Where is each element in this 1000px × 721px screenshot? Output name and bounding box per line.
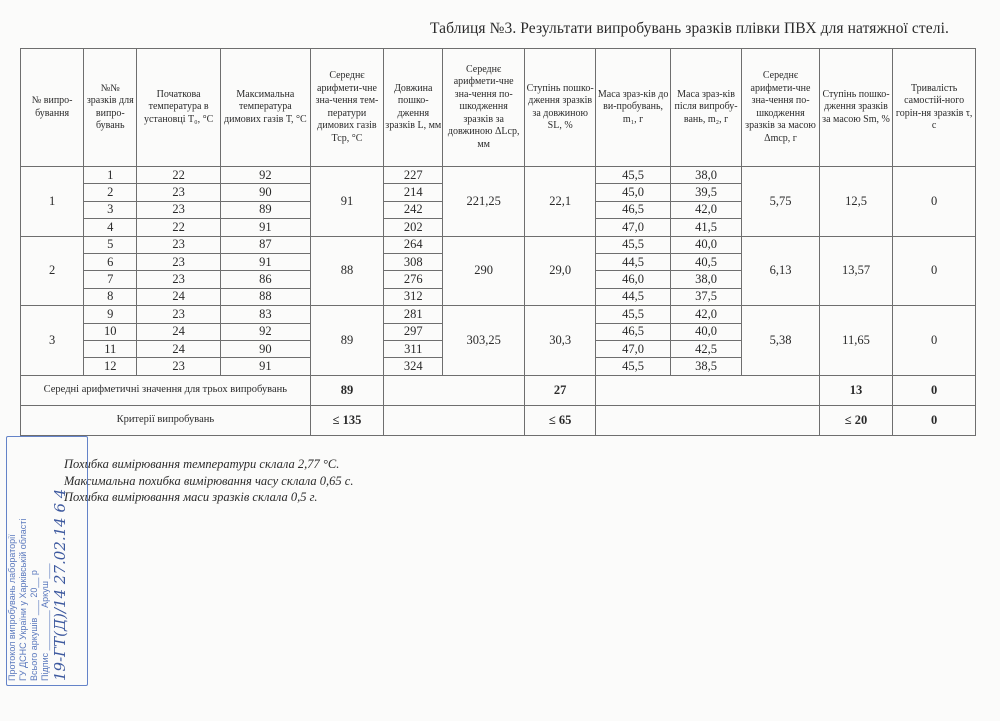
mass-before-cell: 44,5 (596, 288, 670, 305)
averages-mass-degree: 13 (819, 375, 892, 405)
sample-number-cell: 5 (84, 236, 137, 253)
test-number-cell: 1 (21, 167, 84, 237)
avg-temp-cell: 88 (310, 236, 383, 306)
mass-after-cell: 42,5 (670, 340, 741, 357)
mass-after-cell: 42,0 (670, 201, 741, 218)
stamp-line: Підпис ________ Аркуш ___ (40, 563, 50, 681)
mass-before-cell: 44,5 (596, 253, 670, 270)
avg-mass-damage-cell: 5,38 (742, 306, 820, 376)
initial-temp-cell: 23 (137, 184, 221, 201)
avg-mass-damage-cell: 5,75 (742, 167, 820, 237)
results-table (20, 48, 976, 436)
burning-time-cell: 0 (893, 236, 976, 306)
avg-damage-length-cell: 303,25 (443, 306, 525, 376)
initial-temp-cell: 24 (137, 288, 221, 305)
damage-length-cell: 308 (384, 253, 443, 270)
note-time: Максимальна похибка вимірювання часу склала 0,65 с. (64, 473, 354, 488)
stamp-line: ГУ ДСНС України у Харківській області (18, 518, 28, 681)
mass-after-cell: 40,0 (670, 323, 741, 340)
column-header: № випро-бування (21, 49, 84, 167)
column-header: Середнє арифмети-чне зна-чення по-шкодження зразків за масою Δmср, г (742, 49, 820, 167)
table-row (21, 236, 976, 253)
stamp-line: Всього аркушів ___ 20__ р (29, 570, 39, 681)
test-number-cell: 3 (21, 306, 84, 376)
mass-before-cell: 45,5 (596, 358, 670, 375)
length-damage-degree-cell: 30,3 (524, 306, 595, 376)
sample-number-cell: 8 (84, 288, 137, 305)
max-temp-cell: 91 (220, 253, 310, 270)
column-header: Максимальна температура димових газів Т, °С (220, 49, 310, 167)
damage-length-cell: 202 (384, 219, 443, 236)
averages-length-degree: 27 (524, 375, 595, 405)
criteria-row (21, 405, 976, 435)
avg-damage-length-cell: 290 (443, 236, 525, 306)
table-row (21, 167, 976, 184)
note-temperature: Похибка вимірювання температури склала 2,77 °С. (64, 457, 340, 471)
max-temp-cell: 91 (220, 219, 310, 236)
averages-burning-time: 0 (893, 375, 976, 405)
averages-label: Середні арифметичні значення для трьох випробувань (21, 375, 311, 405)
initial-temp-cell: 22 (137, 219, 221, 236)
max-temp-cell: 92 (220, 167, 310, 184)
damage-length-cell: 312 (384, 288, 443, 305)
empty-cell (384, 405, 525, 435)
max-temp-cell: 88 (220, 288, 310, 305)
burning-time-cell: 0 (893, 306, 976, 376)
criteria-temp: ≤ 135 (310, 405, 383, 435)
damage-length-cell: 227 (384, 167, 443, 184)
empty-cell (596, 375, 819, 405)
mass-after-cell: 38,0 (670, 271, 741, 288)
damage-length-cell: 281 (384, 306, 443, 323)
mass-damage-degree-cell: 11,65 (819, 306, 892, 376)
mass-before-cell: 45,5 (596, 236, 670, 253)
sample-number-cell: 11 (84, 340, 137, 357)
max-temp-cell: 90 (220, 340, 310, 357)
max-temp-cell: 87 (220, 236, 310, 253)
column-header: №№ зразків для випро-бувань (84, 49, 137, 167)
sample-number-cell: 2 (84, 184, 137, 201)
damage-length-cell: 214 (384, 184, 443, 201)
mass-after-cell: 40,0 (670, 236, 741, 253)
max-temp-cell: 86 (220, 271, 310, 288)
initial-temp-cell: 23 (137, 358, 221, 375)
avg-mass-damage-cell: 6,13 (742, 236, 820, 306)
sample-number-cell: 7 (84, 271, 137, 288)
damage-length-cell: 276 (384, 271, 443, 288)
stamp-handwritten: 19-ГТ(Д)/14 27.02.14 6 4 (51, 488, 69, 681)
column-header: Ступінь пошко-дження зразків за довжиною SL, % (524, 49, 595, 167)
mass-before-cell: 46,5 (596, 201, 670, 218)
initial-temp-cell: 23 (137, 236, 221, 253)
damage-length-cell: 297 (384, 323, 443, 340)
table-title: Таблиця №3. Результати випробувань зразків плівки ПВХ для натяжної стелі. (430, 20, 949, 37)
averages-temp: 89 (310, 375, 383, 405)
sample-number-cell: 3 (84, 201, 137, 218)
length-damage-degree-cell: 22,1 (524, 167, 595, 237)
initial-temp-cell: 23 (137, 271, 221, 288)
mass-damage-degree-cell: 13,57 (819, 236, 892, 306)
max-temp-cell: 90 (220, 184, 310, 201)
initial-temp-cell: 23 (137, 201, 221, 218)
empty-cell (596, 405, 819, 435)
initial-temp-cell: 22 (137, 167, 221, 184)
table-body (21, 167, 976, 436)
table-row (21, 306, 976, 323)
criteria-length-degree: ≤ 65 (524, 405, 595, 435)
mass-before-cell: 45,0 (596, 184, 670, 201)
mass-before-cell: 47,0 (596, 340, 670, 357)
note-mass: Похибка вимірювання маси зразків склала 0,5 г. (64, 490, 318, 504)
column-header: Середнє арифмети-чне зна-чення по-шкодження зразків за довжиною ΔLср, мм (443, 49, 525, 167)
header-row (21, 49, 976, 167)
column-header: Довжина пошко-дження зразків L, мм (384, 49, 443, 167)
lab-stamp (6, 436, 88, 686)
mass-before-cell: 46,5 (596, 323, 670, 340)
avg-temp-cell: 89 (310, 306, 383, 376)
mass-before-cell: 47,0 (596, 219, 670, 236)
notes (64, 456, 353, 506)
column-header: Тривалість самостій-ного горін-ня зразків τ, с (893, 49, 976, 167)
criteria-burning-time: 0 (893, 405, 976, 435)
damage-length-cell: 264 (384, 236, 443, 253)
mass-after-cell: 41,5 (670, 219, 741, 236)
damage-length-cell: 242 (384, 201, 443, 218)
mass-after-cell: 37,5 (670, 288, 741, 305)
max-temp-cell: 92 (220, 323, 310, 340)
sample-number-cell: 10 (84, 323, 137, 340)
mass-after-cell: 38,0 (670, 167, 741, 184)
sample-number-cell: 4 (84, 219, 137, 236)
criteria-label: Критерії випробувань (21, 405, 311, 435)
sample-number-cell: 12 (84, 358, 137, 375)
stamp-line: Протокол випробувань лабораторії (7, 534, 17, 681)
criteria-mass-degree: ≤ 20 (819, 405, 892, 435)
empty-cell (384, 375, 525, 405)
mass-after-cell: 40,5 (670, 253, 741, 270)
avg-temp-cell: 91 (310, 167, 383, 237)
sample-number-cell: 6 (84, 253, 137, 270)
length-damage-degree-cell: 29,0 (524, 236, 595, 306)
mass-after-cell: 38,5 (670, 358, 741, 375)
initial-temp-cell: 24 (137, 340, 221, 357)
damage-length-cell: 311 (384, 340, 443, 357)
column-header: Маса зраз-ків до ви-пробувань, m₁, г (596, 49, 670, 167)
mass-before-cell: 45,5 (596, 167, 670, 184)
column-header: Маса зраз-ків після випробу-вань, m₂, г (670, 49, 741, 167)
damage-length-cell: 324 (384, 358, 443, 375)
mass-damage-degree-cell: 12,5 (819, 167, 892, 237)
sample-number-cell: 9 (84, 306, 137, 323)
averages-row (21, 375, 976, 405)
column-header: Початкова температура в установці Т₀, °С (137, 49, 221, 167)
mass-after-cell: 39,5 (670, 184, 741, 201)
column-header: Середнє арифмети-чне зна-чення тем-ператури димових газів Тср, °С (310, 49, 383, 167)
test-number-cell: 2 (21, 236, 84, 306)
initial-temp-cell: 23 (137, 253, 221, 270)
max-temp-cell: 83 (220, 306, 310, 323)
mass-before-cell: 45,5 (596, 306, 670, 323)
sample-number-cell: 1 (84, 167, 137, 184)
burning-time-cell: 0 (893, 167, 976, 237)
column-header: Ступінь пошко-дження зразків за масою Sm, % (819, 49, 892, 167)
initial-temp-cell: 24 (137, 323, 221, 340)
avg-damage-length-cell: 221,25 (443, 167, 525, 237)
mass-before-cell: 46,0 (596, 271, 670, 288)
mass-after-cell: 42,0 (670, 306, 741, 323)
initial-temp-cell: 23 (137, 306, 221, 323)
max-temp-cell: 91 (220, 358, 310, 375)
max-temp-cell: 89 (220, 201, 310, 218)
